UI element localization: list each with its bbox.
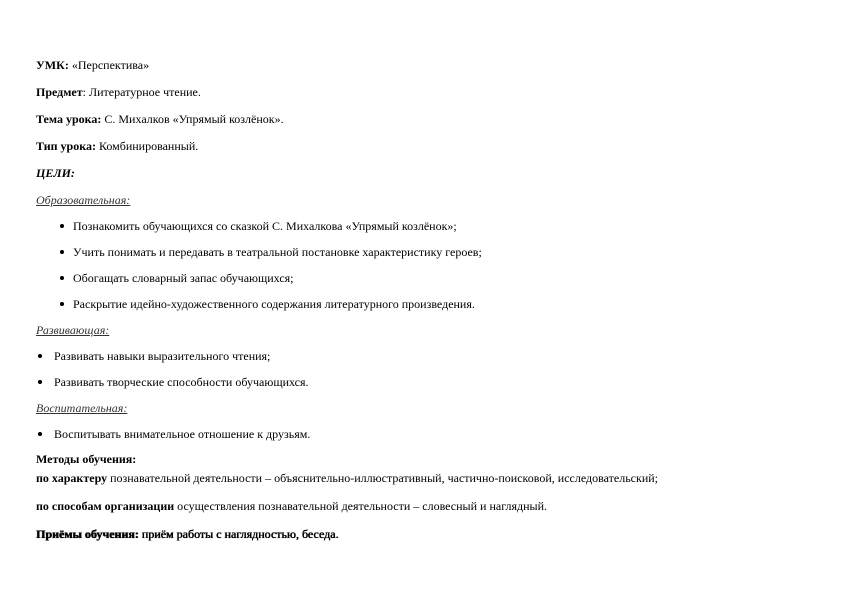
umk-label: УМК: (36, 58, 69, 72)
bullet-icon (60, 224, 64, 228)
techniques-line (36, 527, 338, 541)
bullet-icon (60, 276, 64, 280)
lesson-type-value: Комбинированный. (95, 139, 199, 153)
upbringing-heading: Воспитательная: (36, 401, 128, 415)
subject-line (36, 85, 201, 99)
list-item-text: Познакомить обучающихся со сказкой С. Михалкова «Упрямый козлёнок»; (73, 219, 457, 233)
list-item-text: Воспитывать внимательное отношение к друзьям. (54, 427, 311, 441)
list-item-text: Раскрытие идейно-художественного содержания литературного произведения. (73, 297, 475, 311)
lesson-type-label: Тип урока: (36, 139, 96, 153)
bullet-icon (38, 380, 42, 384)
topic-value: С. Михалков «Упрямый козлёнок». (101, 112, 284, 126)
goals-heading: ЦЕЛИ: (36, 166, 75, 180)
methods-heading: Методы обучения: (36, 452, 137, 466)
lesson-type-line (36, 139, 198, 153)
topic-line (36, 112, 284, 126)
methods-by-organization-value: осуществления познавательной деятельности – словесный и наглядный. (174, 499, 548, 513)
methods-by-character (36, 471, 658, 485)
bullet-icon (38, 354, 42, 358)
topic-label: Тема урока: (36, 112, 102, 126)
umk-value: «Перспектива» (68, 58, 150, 72)
techniques-label: Приёмы обучения: (36, 527, 139, 541)
list-item-text: Обогащать словарный запас обучающихся; (73, 271, 294, 285)
methods-by-organization (36, 499, 547, 513)
educational-heading: Образовательная: (36, 193, 131, 207)
methods-by-organization-label: по способам организации (36, 499, 175, 513)
methods-by-character-value: познавательной деятельности – объяснительно-иллюстративный, частично-поисковой, исследовательский; (107, 471, 659, 485)
list-item-text: Развивать творческие способности обучающихся. (54, 375, 309, 389)
methods-by-character-label: по характеру (36, 471, 108, 485)
list-item-text: Развивать навыки выразительного чтения; (54, 349, 271, 363)
bullet-icon (60, 250, 64, 254)
techniques-value: приём работы с наглядностью, беседа. (138, 527, 339, 541)
subject-label: Предмет (36, 85, 83, 99)
bullet-icon (60, 302, 64, 306)
bullet-icon (38, 432, 42, 436)
developmental-heading: Развивающая: (36, 323, 110, 337)
umk-line (36, 58, 149, 72)
subject-value: : Литературное чтение. (82, 85, 201, 99)
list-item-text: Учить понимать и передавать в театральной постановке характеристику героев; (73, 245, 482, 259)
